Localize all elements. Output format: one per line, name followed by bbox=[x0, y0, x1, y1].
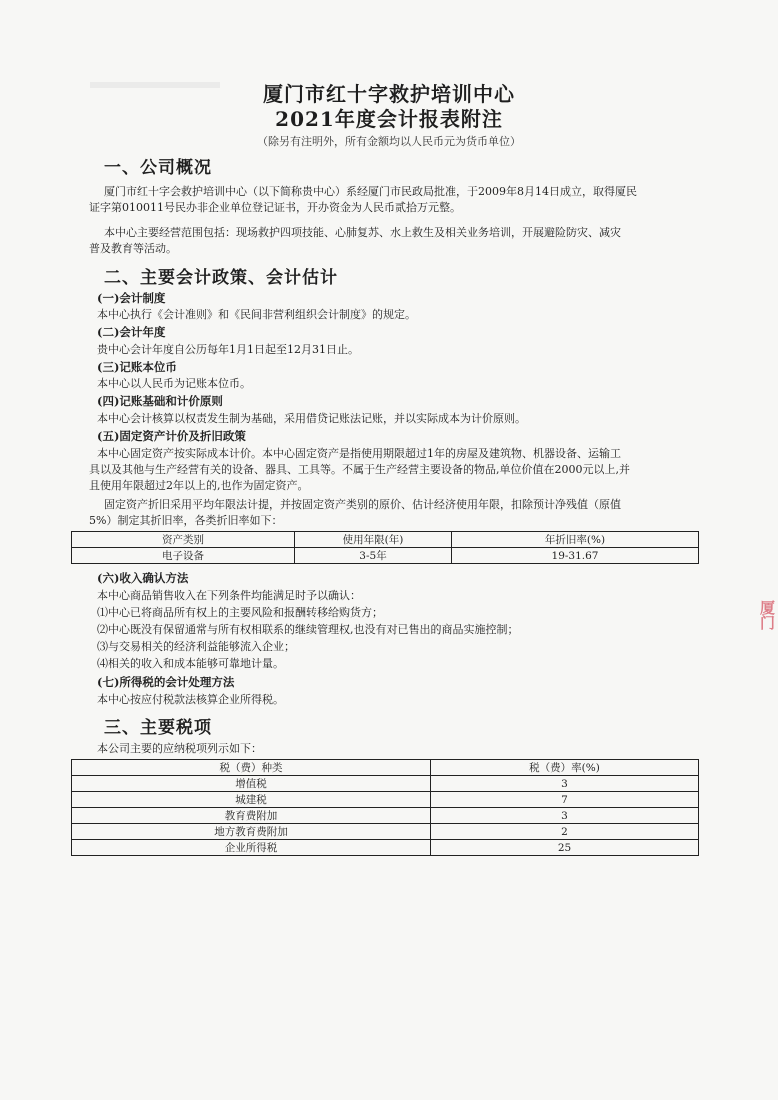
subsection-revenue: (六)收入确认方法 bbox=[97, 571, 189, 585]
table-cell: 地方教育费附加 bbox=[72, 824, 431, 840]
subsection-accounting-system: (一)会计制度 bbox=[97, 291, 166, 305]
income-tax-text: 本中心按应付税款法核算企业所得税。 bbox=[97, 693, 284, 706]
table-cell: 3 bbox=[431, 808, 699, 824]
table-header-cell: 年折旧率(%) bbox=[452, 532, 699, 548]
fixed-assets-line-3: 且使用年限超过2年以上的,也作为固定资产。 bbox=[89, 479, 309, 492]
s1-paragraph-2-line-2: 普及教育等活动。 bbox=[89, 242, 177, 255]
table-header-cell: 税（费）种类 bbox=[72, 760, 431, 776]
table-row bbox=[72, 792, 699, 808]
table-cell: 企业所得税 bbox=[72, 840, 431, 856]
currency-text: 本中心以人民币为记账本位币。 bbox=[97, 377, 251, 390]
subsection-fixed-assets: (五)固定资产计价及折旧政策 bbox=[97, 429, 246, 443]
table-cell: 电子设备 bbox=[72, 548, 295, 564]
table-cell: 3 bbox=[431, 776, 699, 792]
s1-paragraph-2-line-1: 本中心主要经营范围包括：现场救护四项技能、心肺复苏、水上救生及相关业务培训，开展避险防灾、减灾 bbox=[104, 226, 621, 239]
fixed-assets-line-1: 本中心固定资产按实际成本计价。本中心固定资产是指使用期限超过1年的房屋及建筑物、机器设备、运输工 bbox=[97, 447, 621, 460]
s1-paragraph-1-line-1: 厦门市红十字会救护培训中心（以下简称贵中心）系经厦门市民政局批准，于2009年8月14日成立，取得厦民 bbox=[104, 185, 637, 198]
tax-intro: 本公司主要的应纳税项列示如下： bbox=[97, 742, 262, 755]
table-cell: 25 bbox=[431, 840, 699, 856]
table-header-cell: 税（费）率(%) bbox=[431, 760, 699, 776]
table-row bbox=[72, 808, 699, 824]
subsection-income-tax: (七)所得税的会计处理方法 bbox=[97, 675, 235, 689]
table-cell: 7 bbox=[431, 792, 699, 808]
s1-paragraph-1-line-2: 证字第010011号民办非企业单位登记证书，开办资金为人民币贰拾万元整。 bbox=[89, 201, 461, 214]
table-cell: 19-31.67 bbox=[452, 548, 699, 564]
section-2-heading: 二、主要会计政策、会计估计 bbox=[104, 268, 338, 288]
document-title: 厦门市红十字救护培训中心 bbox=[263, 82, 515, 106]
table-header-cell: 使用年限(年) bbox=[295, 532, 452, 548]
depreciation-line-1: 固定资产折旧采用平均年限法计提，并按固定资产类别的原价、估计经济使用年限，扣除预计净残值（原值 bbox=[104, 498, 621, 511]
currency-note: （除另有注明外，所有金额均以人民币元为货币单位） bbox=[257, 135, 521, 148]
subsection-basis: (四)记账基础和计价原则 bbox=[97, 394, 223, 408]
table-row bbox=[72, 776, 699, 792]
table-cell: 2 bbox=[431, 824, 699, 840]
list-item: ⑵中心既没有保留通常与所有权相联系的继续管理权,也没有对已售出的商品实施控制； bbox=[97, 623, 519, 636]
fixed-assets-line-2: 具以及其他与生产经营有关的设备、器具、工具等。不属于生产经营主要设备的物品,单位价值在2000元以上,并 bbox=[89, 463, 630, 476]
table-cell: 城建税 bbox=[72, 792, 431, 808]
table-row bbox=[72, 548, 699, 564]
table-cell: 3-5年 bbox=[295, 548, 452, 564]
section-1-heading: 一、公司概况 bbox=[104, 158, 212, 178]
table-row bbox=[72, 824, 699, 840]
subsection-fiscal-year: (二)会计年度 bbox=[97, 325, 166, 339]
subsection-currency: (三)记账本位币 bbox=[97, 360, 177, 374]
document-subtitle: 2021年度会计报表附注 bbox=[275, 107, 503, 131]
table-header-cell: 资产类别 bbox=[72, 532, 295, 548]
basis-text: 本中心会计核算以权责发生制为基础，采用借贷记账法记账，并以实际成本为计价原则。 bbox=[97, 412, 526, 425]
table-header-row bbox=[72, 532, 699, 548]
fiscal-year-text: 贵中心会计年度自公历每年1月1日起至12月31日止。 bbox=[97, 343, 359, 356]
depreciation-line-2: 5%）制定其折旧率，各类折旧率如下： bbox=[89, 514, 283, 527]
list-item: ⑶与交易相关的经济利益能够流入企业； bbox=[97, 640, 295, 653]
list-item: ⑴中心已将商品所有权上的主要风险和报酬转移给购货方； bbox=[97, 606, 383, 619]
list-item: ⑷相关的收入和成本能够可靠地计量。 bbox=[97, 657, 284, 670]
revenue-intro: 本中心商品销售收入在下列条件均能满足时予以确认： bbox=[97, 589, 361, 602]
accounting-system-text: 本中心执行《会计准则》和《民间非营利组织会计制度》的规定。 bbox=[97, 308, 416, 321]
red-seal-stamp: 厦门 bbox=[758, 600, 776, 630]
depreciation-table bbox=[71, 531, 699, 564]
table-header-row bbox=[72, 760, 699, 776]
table-cell: 教育费附加 bbox=[72, 808, 431, 824]
table-row bbox=[72, 840, 699, 856]
table-cell: 增值税 bbox=[72, 776, 431, 792]
section-3-heading: 三、主要税项 bbox=[104, 718, 212, 738]
tax-table bbox=[71, 759, 699, 856]
